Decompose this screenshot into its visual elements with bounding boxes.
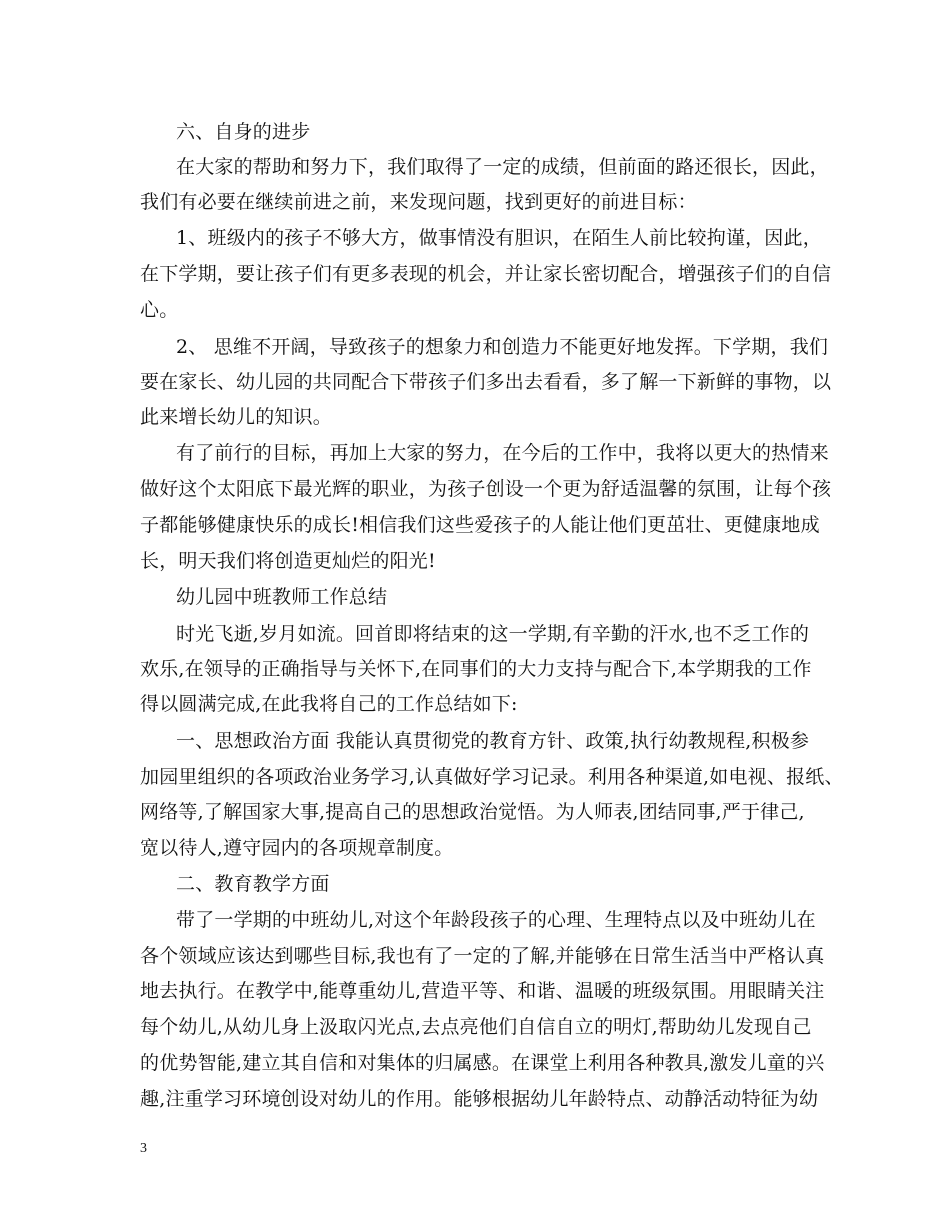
paragraph-line: 各个领域应该达到哪些目标,我也有了一定的了解,并能够在日常生活当中严格认真	[140, 945, 825, 967]
paragraph-line: 网络等,了解国家大事,提高自己的思想政治觉悟。为人师表,团结同事,严于律己,	[140, 801, 805, 823]
list-item-line: 心。	[140, 299, 179, 321]
paragraph-line: 长，明天我们将创造更灿烂的阳光!	[140, 550, 436, 572]
paragraph-line: 加园里组织的各项政治业务学习,认真做好学习记录。利用各种渠道,如电视、报纸、	[140, 766, 844, 788]
page-number: 3	[140, 1141, 147, 1156]
list-item-line: 在下学期，要让孩子们有更多表现的机会，并让家长密切配合，增强孩子们的自信	[140, 263, 832, 285]
section-heading-self-progress: 六、自身的进步	[176, 121, 311, 143]
list-item-line: 2、 思维不开阔，导致孩子的想象力和创造力不能更好地发挥。下学期，我们	[176, 336, 829, 358]
list-item-line: 1、班级内的孩子不够大方，做事情没有胆识，在陌生人前比较拘谨，因此，	[176, 227, 822, 249]
paragraph-line: 的优势智能,建立其自信和对集体的归属感。在课堂上利用各种教具,激发儿童的兴	[140, 1052, 825, 1074]
paragraph-line: 做好这个太阳底下最光辉的职业，为孩子创设一个更为舒适温馨的氛围，让每个孩	[140, 478, 832, 500]
paragraph-line: 欢乐,在领导的正确指导与关怀下,在同事们的大力支持与配合下,本学期我的工作	[140, 658, 812, 680]
list-item-line: 要在家长、幼儿园的共同配合下带孩子们多出去看看，多了解一下新鲜的事物，以	[140, 371, 832, 393]
paragraph-line: 趣,注重学习环境创设对幼儿的作用。能够根据幼儿年龄特点、动静活动特征为幼	[140, 1088, 819, 1110]
document-title: 幼儿园中班教师工作总结	[176, 586, 388, 608]
paragraph-line: 带了一学期的中班幼儿,对这个年龄段孩子的心理、生理特点以及中班幼儿在	[176, 909, 816, 931]
section-heading-politics: 一、思想政治方面 我能认真贯彻党的教育方针、政策,执行幼教规程,积极参	[176, 730, 810, 752]
paragraph-line: 在大家的帮助和努力下，我们取得了一定的成绩，但前面的路还很长，因此，	[176, 156, 829, 178]
paragraph-line: 时光飞逝,岁月如流。回首即将结束的这一学期,有辛勤的汗水,也不乏工作的	[176, 623, 810, 645]
paragraph-line: 宽以待人,遵守园内的各项规章制度。	[140, 837, 454, 859]
section-heading-teaching: 二、教育教学方面	[176, 873, 330, 895]
paragraph-line: 地去执行。在教学中,能尊重幼儿,营造平等、和谐、温暖的班级氛围。用眼睛关注	[140, 980, 825, 1002]
paragraph-line: 我们有必要在继续前进之前，来发现问题，找到更好的前进目标：	[140, 191, 697, 213]
paragraph-line: 得以圆满完成,在此我将自己的工作总结如下:	[140, 693, 518, 715]
paragraph-line: 子都能够健康快乐的成长!相信我们这些爱孩子的人能让他们更茁壮、更健康地成	[140, 514, 820, 536]
paragraph-line: 有了前行的目标，再加上大家的努力，在今后的工作中，我将以更大的热情来	[176, 442, 829, 464]
list-item-line: 此来增长幼儿的知识。	[140, 406, 333, 428]
paragraph-line: 每个幼儿,从幼儿身上汲取闪光点,去点亮他们自信自立的明灯,帮助幼儿发现自己	[140, 1016, 812, 1038]
